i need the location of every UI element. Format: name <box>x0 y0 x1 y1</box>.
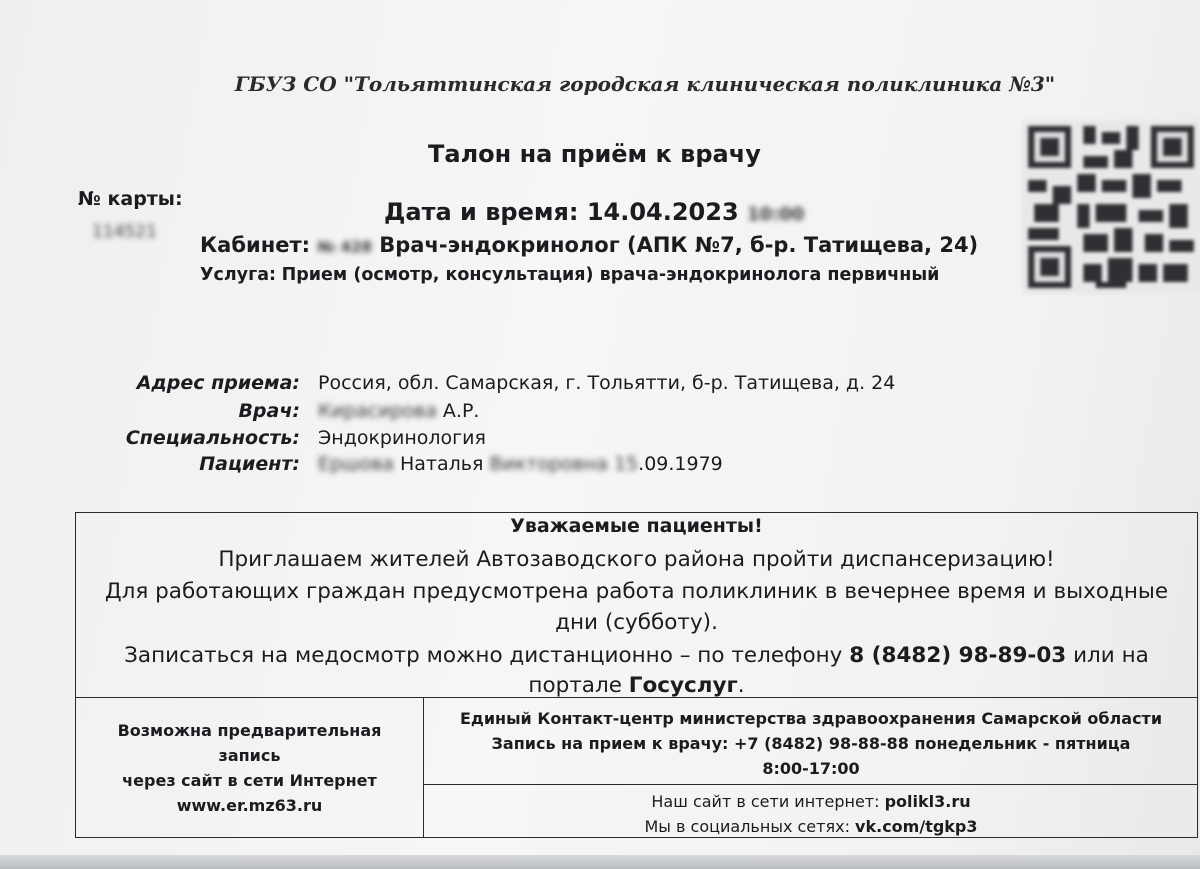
notice-line-2: Для работающих граждан предусмотрена работа поликлиник в вечернее время и выходные <box>104 579 1169 604</box>
contact-center-cell <box>423 706 1199 781</box>
online-booking-line-2: запись <box>218 746 281 765</box>
online-booking-line-3: через сайт в сети Интернет <box>122 771 377 790</box>
patient-surname-redacted: Ершова <box>318 453 394 475</box>
appointment-datetime <box>384 198 804 226</box>
cabinet-number-redacted: № 428 <box>317 238 372 256</box>
card-number-redacted: 114521 <box>92 222 157 242</box>
address-label: Адрес приема: <box>136 372 300 394</box>
ticket-title: Талон на приём к врачу <box>428 140 761 168</box>
contact-center-title: Единый Контакт-центр министерства здравоохранения Самарской области <box>459 709 1163 728</box>
notice-line-4-end: или на <box>1066 643 1149 668</box>
patient-first-name: Наталья <box>399 453 484 475</box>
social-link[interactable]: vk.com/tgkp3 <box>855 817 978 836</box>
notice-heading: Уважаемые пациенты! <box>510 515 763 537</box>
time-redacted: 10:00 <box>747 204 805 225</box>
notice-line-5 <box>76 673 1197 698</box>
patient-patronymic-redacted: Викторовна 15 <box>489 453 639 475</box>
cabinet-label: Кабинет: <box>200 233 311 257</box>
service-label: Услуга: <box>200 265 277 285</box>
social-label: Мы в социальных сетях: <box>644 817 856 836</box>
notice-box <box>75 512 1198 838</box>
doctor-label: Врач: <box>238 400 300 422</box>
online-booking-line-1: Возможна предварительная <box>117 721 382 740</box>
address-value: Россия, обл. Самарская, г. Тольятти, б-р. Татищева, д. 24 <box>318 372 896 394</box>
doctor-surname-redacted: Кирасирова <box>318 400 437 422</box>
website-cell <box>423 789 1199 839</box>
cabinet-line <box>200 233 978 257</box>
social-line <box>423 814 1199 839</box>
notice-line-5-text: портале <box>528 673 629 698</box>
specialty-value: Эндокринология <box>318 427 486 449</box>
patient-value <box>318 453 723 475</box>
website-label: Наш сайт в сети интернет: <box>651 792 885 811</box>
online-booking-url[interactable]: www.er.mz63.ru <box>176 796 323 815</box>
service-value: Прием (осмотр, консультация) врача-эндокринолога первичный <box>281 265 940 285</box>
notice-line-1: Приглашаем жителей Автозаводского района пройти диспансеризацию! <box>218 547 1055 572</box>
divider-horizontal <box>76 697 1197 698</box>
patient-birthdate: .09.1979 <box>638 453 723 475</box>
website-link[interactable]: polikl3.ru <box>884 792 971 811</box>
gosuslugi-portal: Госуслуг <box>628 673 738 698</box>
contact-center-hours: 8:00-17:00 <box>762 759 860 778</box>
organization-name: ГБУЗ СО "Тольяттинская городская клиническая поликлиника №3" <box>234 72 1056 96</box>
divider-horizontal-right <box>423 784 1197 785</box>
paper-bottom-edge <box>0 855 1200 869</box>
patient-label: Пациент: <box>199 453 300 475</box>
website-line <box>423 789 1199 814</box>
notice-line-4 <box>76 643 1197 668</box>
doctor-initials: А.Р. <box>442 400 480 422</box>
notice-line-4-text: Записаться на медосмотр можно дистанционно – по телефону <box>124 643 850 668</box>
card-number-label: № карты: <box>78 188 183 210</box>
cabinet-description: Врач-эндокринолог (АПК №7, б-р. Татищева, 24) <box>379 233 979 257</box>
online-booking-cell <box>76 718 423 818</box>
qr-code <box>1022 120 1200 294</box>
notice-line-3: дни (субботу). <box>555 610 718 635</box>
specialty-label: Специальность: <box>125 427 300 449</box>
service-line <box>200 265 939 285</box>
doctor-value <box>318 400 479 422</box>
datetime-label: Дата и время: 14.04.2023 <box>384 198 739 226</box>
notice-phone: 8 (8482) 98-89-03 <box>849 643 1067 668</box>
notice-line-5-end: . <box>737 673 745 698</box>
contact-center-phone: Запись на прием к врачу: +7 (8482) 98-88-88 понедельник - пятница <box>491 734 1131 753</box>
